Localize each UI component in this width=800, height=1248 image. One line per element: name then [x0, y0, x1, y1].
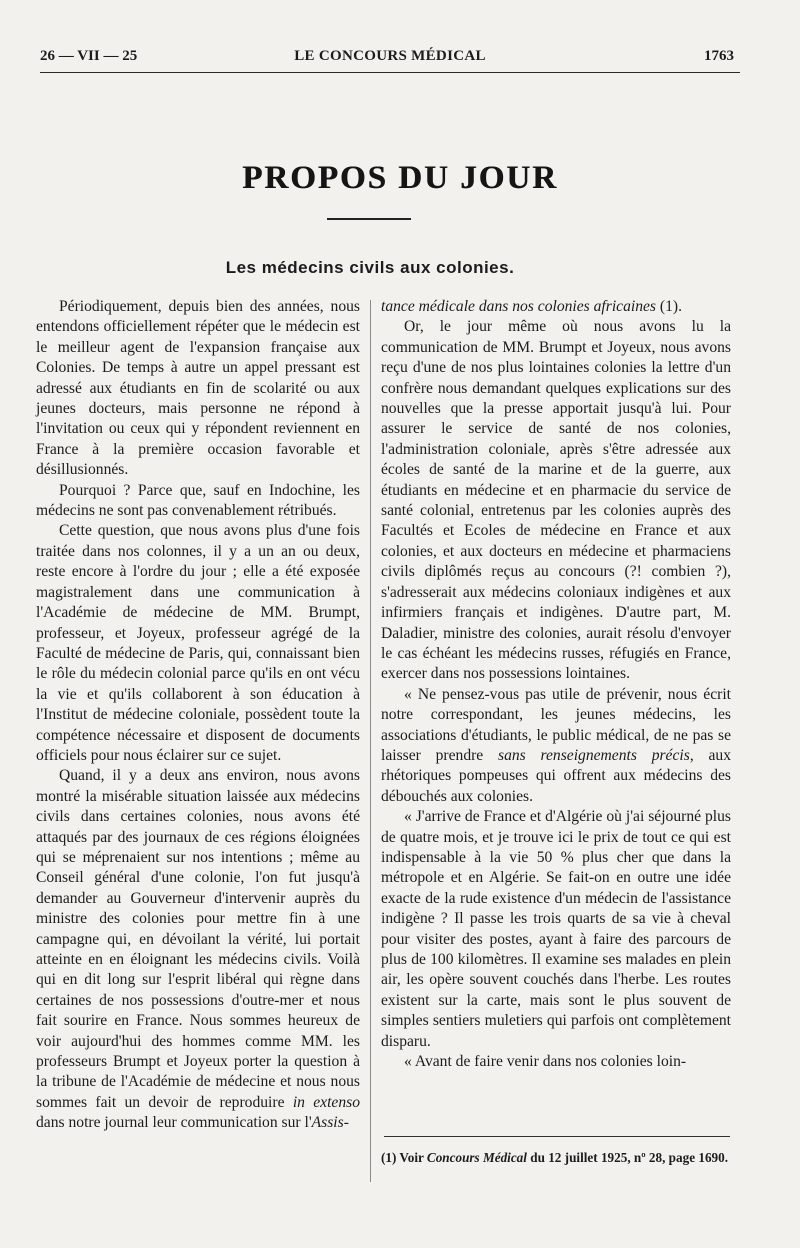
footnote-rule [384, 1136, 730, 1137]
paragraph: « J'arrive de France et d'Algérie où j'ai séjourné plus de quatre mois, et je trouve ici le prix de tout ce qui est indispensable à la vie 50 % plus cher que dans la métropole et en Algérie. Se fait-on en outre une idée exacte de la rude existence d'un médecin de l'assistance indigène ? Il passe les trois quarts de sa vie à cheval pour visiter des postes, ayant à faire des parcours de plus de 100 kilomètres. Il examine ses malades en plein air, les opère souvent couchés dans l'herbe. Les routes existent sur la carte, mais sont le plus souvent de simples sentiers muletiers qui parfois ont complètement disparu. [381, 808, 731, 1050]
left-column [36, 297, 360, 1134]
paragraph: Pourquoi ? Parce que, sauf en Indochine, les médecins ne sont pas convenablement rétribués. [36, 481, 360, 520]
running-header [40, 46, 740, 73]
paragraph: Cette question, que nous avons plus d'une fois traitée dans nos colonnes, il y a un an ou deux, reste encore à l'ordre du jour ; elle a été exposée magistralement dans une communication à l'Académie de médecine de MM. Brumpt, professeur, et Joyeux, professeur agrégé de la Faculté de médecine de Paris, qui, connaissant bien le rôle du médecin colonial parce qu'ils en ont vécu la vie et qu'ils collaborent à son éducation à l'Institut de médecine coloniale, possèdent toute la compétence nécessaire et disposent de documents officiels pour nous éclairer sur ce sujet. [36, 522, 360, 764]
section-title: PROPOS DU JOUR [242, 160, 558, 196]
italic-text: in extenso [292, 1093, 361, 1111]
footnote [381, 1149, 731, 1166]
header-date: 26 — VII — 25 [40, 48, 138, 64]
italic-text: sans renseignements précis [498, 746, 690, 764]
footnote-reference: (1). [656, 298, 682, 315]
paragraph-text: Quand, il y a deux ans environ, nous avons montré la misérable situation laissée aux médecins civils dans certaines colonies, nous avons été attaqués par des journaux de ces régions éloignées qui se méprenaient sur nos intentions ; même au Conseil général d'une colonie, l'on fut jusqu'à demander au Gouverneur d'intervenir auprès du ministre des colonies pour mettre fin à une campagne qui, en dévoilant la vérité, lui portait atteinte en en éloignant les médecins civils. Voilà qui en dit long sur l'esprit libéral qui règne dans certaines de nos possessions d'outre-mer et nous fait sourire en France. Nous sommes heureux de voir aujourd'hui des hommes comme MM. les professeurs Brumpt et Joyeux porter la question à la tribune de l'Académie de médecine et nous nous sommes fait un devoir de reproduire [36, 767, 360, 1111]
paragraph [381, 685, 731, 807]
footnote-journal: Concours Médical [426, 1150, 527, 1165]
paragraph-text: « Ne pensez-vous pas utile de prévenir, nous écrit notre correspondant, les jeunes médecins, les associations d'étudiants, le public médical, de ne pas se laisser prendre [381, 685, 731, 764]
paragraph-text: dans notre journal leur communication sur l' [36, 1114, 312, 1132]
italic-text: tance médicale dans nos colonies africaines [381, 298, 656, 315]
paragraph-text: , aux rhétoriques pompeuses qui offrent aux médecins des débouchés aux colonies. [381, 746, 731, 805]
paragraph: Périodiquement, depuis bien des années, nous entendons officiellement répéter que le médecin est le meilleur agent de l'expansion française aux Colonies. De temps à autre un appel pressant est adressé aux étudiants en fin de scolarité ou aux jeunes docteurs, mais personne ne répond à l'invitation ou ceux qui y répondent reviennent en France à la première occasion favorable et désillusionnés. [36, 298, 360, 479]
italic-text: Assis- [311, 1114, 349, 1132]
right-column [381, 297, 731, 1072]
paragraph [381, 297, 731, 317]
title-rule [327, 218, 411, 220]
header-journal-name: LE CONCOURS MÉDICAL [294, 48, 486, 64]
footnote-prefix: (1) Voir [381, 1150, 427, 1165]
footnote-suffix: du 12 juillet 1925, nº 28, page 1690. [526, 1150, 729, 1165]
paragraph [36, 766, 360, 1133]
paragraph: Or, le jour même où nous avons lu la communication de MM. Brumpt et Joyeux, nous avons reçu d'une de nos plus lointaines colonies la lettre d'un confrère nous demandant quelques explications sur des nouvelles que la presse apportait jusqu'à lui. Pour assurer le service de santé de nos colonies, l'administration coloniale, après s'être adressée aux écoles de santé de la marine et de la guerre, aux étudiants en médecine et en pharmacie du service de santé colonial, entretenus par les colonies auprès des Facultés et Ecoles de médecine en France et aux colonies, et aux docteurs en médecine et pharmaciens civils diplômés reçus au concours (?! combien ?), s'adresserait aux médecins coloniaux indigènes et aux infirmiers français et indigènes. D'autre part, M. Daladier, ministre des colonies, aurait résolu d'envoyer le cas échéant les médecins russes, réfugiés en France, exercer dans nos possessions lointaines. [381, 318, 731, 683]
paragraph: « Avant de faire venir dans nos colonies loin- [404, 1053, 687, 1071]
header-page-number: 1763 [704, 48, 734, 64]
article-title: Les médecins civils aux colonies. [225, 258, 515, 277]
column-divider [370, 300, 371, 1182]
